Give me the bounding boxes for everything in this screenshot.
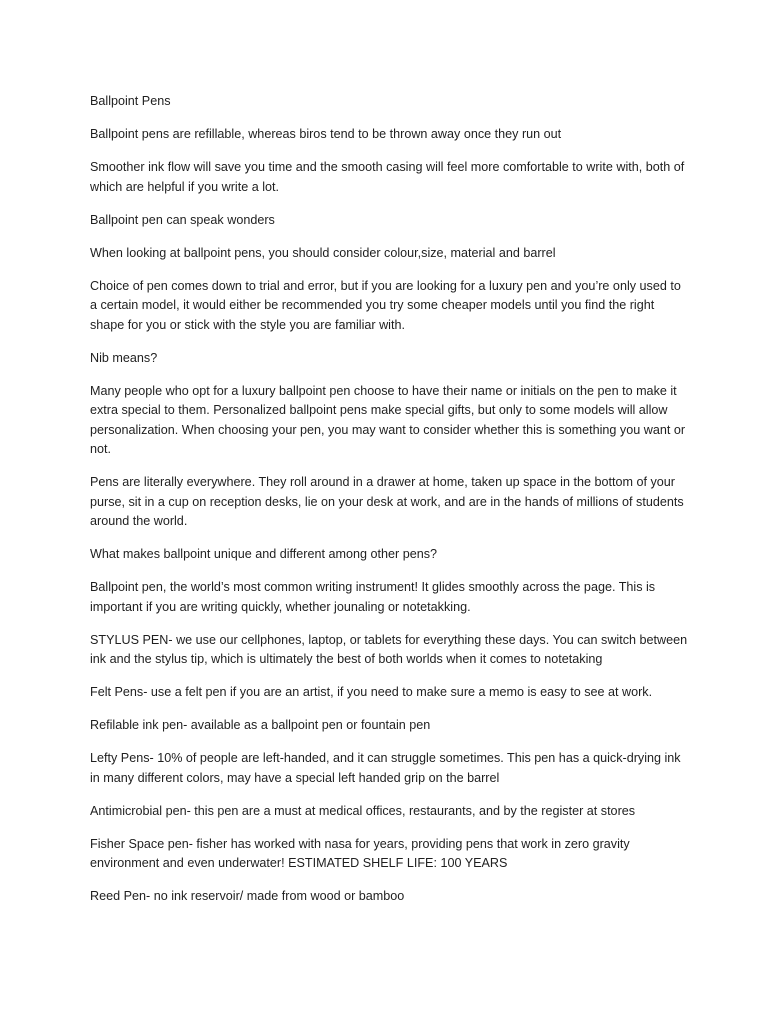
paragraph: Nib means? — [90, 350, 158, 365]
paragraph: Many people who opt for a luxury ballpoint pen choose to have their name or initials on the pen to make it extra special to them. Personalized ballpoint pens make special gifts, but only to some models will allow personalization. When choosing your pen, you may want to consider whether this is something you want or not. — [90, 383, 686, 456]
paragraph: Refilable ink pen- available as a ballpoint pen or fountain pen — [90, 718, 431, 732]
paragraph: Felt Pens- use a felt pen if you are an artist, if you need to make sure a memo is easy to see at work. — [90, 685, 653, 699]
paragraph: Fisher Space pen- fisher has worked with nasa for years, providing pens that work in zero gravity environment and even underwater! ESTIMATED SHELF LIFE: 100 YEARS — [90, 836, 630, 870]
paragraph: Choice of pen comes down to trial and error, but if you are looking for a luxury pen and you’re only used to a certain model, it would either be recommended you try some cheaper models until you find the right shape for you or stick with the style you are familiar with. — [90, 278, 681, 332]
paragraph: Antimicrobial pen- this pen are a must at medical offices, restaurants, and by the register at stores — [90, 803, 636, 818]
paragraph: Ballpoint pen can speak wonders — [90, 212, 275, 227]
document-title: Ballpoint Pens — [90, 94, 171, 108]
paragraph: Ballpoint pen, the world’s most common writing instrument! It glides smoothly across the page. This is important if you are writing quickly, whether jounaling or notetakking. — [90, 580, 656, 614]
paragraph: When looking at ballpoint pens, you should consider colour,size, material and barrel — [90, 245, 556, 260]
paragraph: Lefty Pens- 10% of people are left-handed, and it can struggle sometimes. This pen has a quick-drying ink in many different colors, may have a special left handed grip on the barrel — [90, 751, 681, 785]
paragraph: STYLUS PEN- we use our cellphones, laptop, or tablets for everything these days. You can switch between ink and the stylus tip, which is ultimately the best of both worlds when it comes to notetaking — [90, 632, 688, 666]
document-page — [90, 92, 690, 920]
paragraph: Ballpoint pens are refillable, whereas biros tend to be thrown away once they run out — [90, 127, 562, 141]
paragraph: Smoother ink flow will save you time and the smooth casing will feel more comfortable to write with, both of which are helpful if you write a lot. — [90, 160, 685, 194]
paragraph: What makes ballpoint unique and different among other pens? — [90, 547, 438, 561]
paragraph: Reed Pen- no ink reservoir/ made from wood or bamboo — [90, 889, 405, 903]
paragraph: Pens are literally everywhere. They roll around in a drawer at home, taken up space in the bottom of your purse, sit in a cup on reception desks, lie on your desk at work, and are in the hands of millions of students around the world. — [90, 475, 684, 528]
